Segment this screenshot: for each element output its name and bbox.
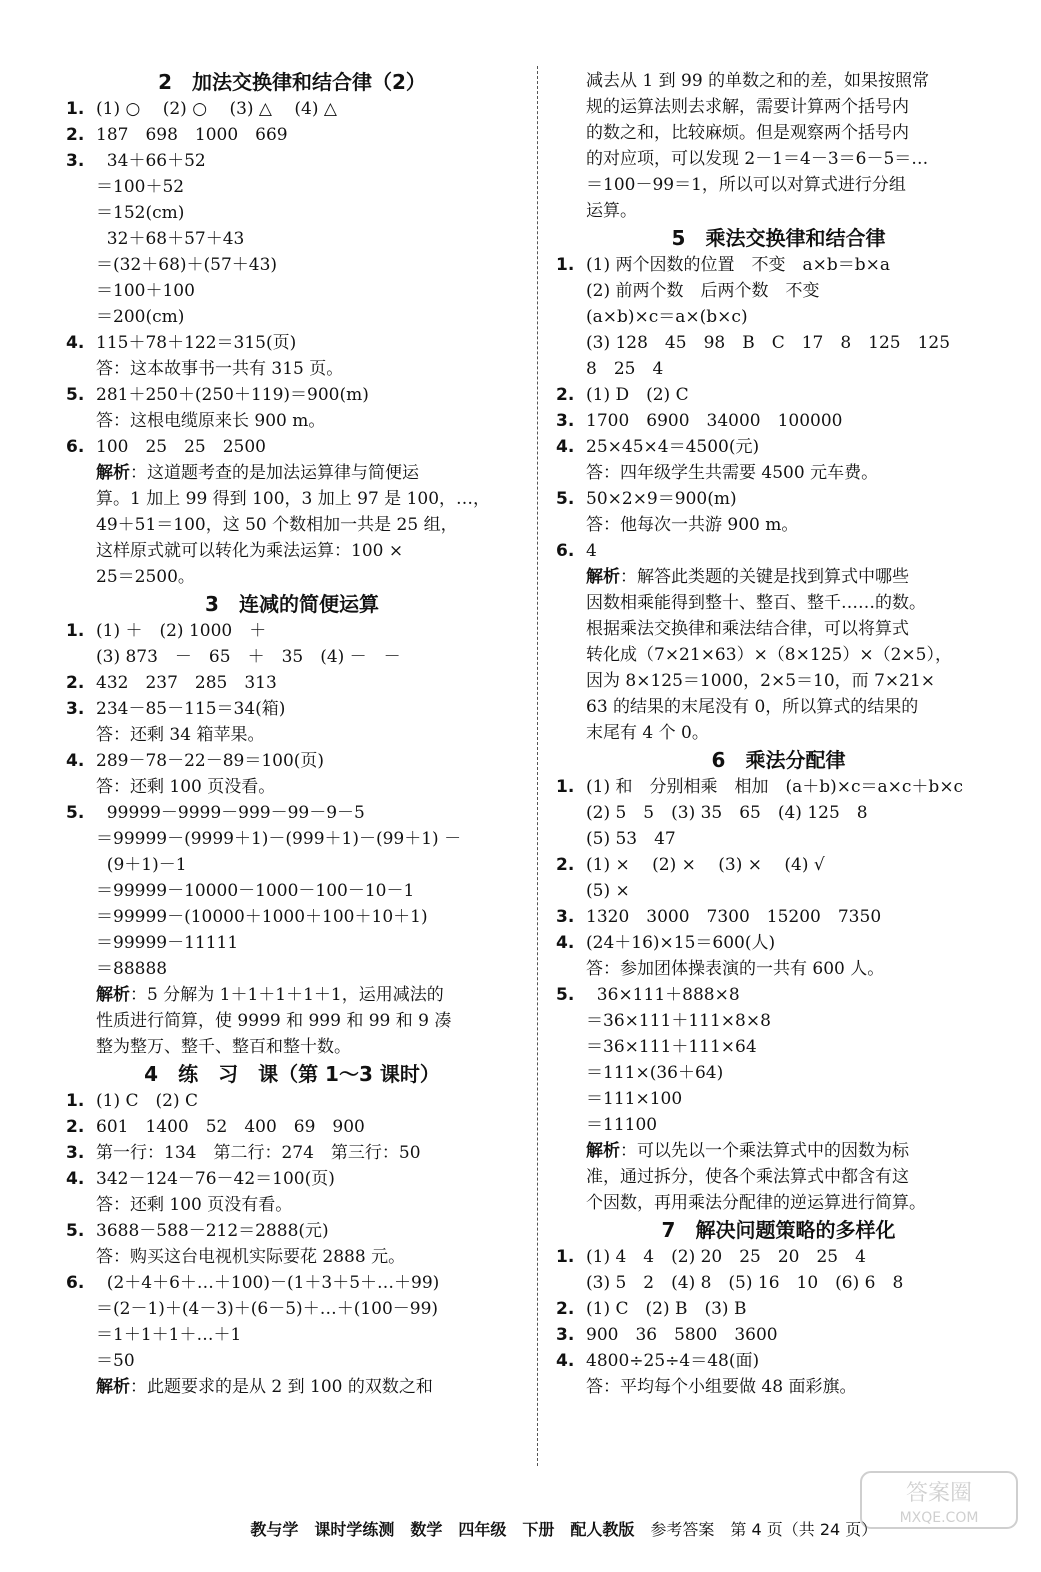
answer-line: ＝36×111＋111×8×8 bbox=[586, 1011, 771, 1031]
question-number: 2. bbox=[66, 125, 85, 145]
answer-line bbox=[556, 486, 1001, 512]
answer-line bbox=[66, 1166, 518, 1192]
answer-line: ＝152(cm) bbox=[96, 203, 185, 223]
answer-line bbox=[556, 982, 1001, 1008]
analysis-line bbox=[556, 564, 1001, 590]
answer-text: 4 bbox=[586, 541, 597, 561]
answer-line: ＝36×111＋111×64 bbox=[586, 1037, 757, 1057]
answer-line bbox=[556, 904, 1001, 930]
question-number: 2. bbox=[556, 855, 575, 875]
analysis-line bbox=[66, 1374, 518, 1400]
answer-line bbox=[66, 1270, 518, 1296]
answer-line: 转化成（7×21×63）×（8×125）×（2×5）， bbox=[586, 645, 952, 665]
answer-line: 根据乘法交换律和乘法结合律，可以将算式 bbox=[586, 619, 909, 639]
analysis-line bbox=[66, 982, 518, 1008]
answer-text: (1) 和 分别相乘 相加 (a＋b)×c＝a×c＋b×c bbox=[586, 777, 964, 797]
answer-line: 63 的结果的末尾没有 0，所以算式的结果的 bbox=[586, 697, 919, 717]
answer-line bbox=[556, 1348, 1001, 1374]
question-number: 2. bbox=[66, 1117, 85, 1137]
answer-line: 减去从 1 到 99 的单数之和的差，如果按照常 bbox=[586, 71, 930, 91]
answer-line: 末尾有 4 个 0。 bbox=[586, 723, 709, 743]
answer-line bbox=[556, 1244, 1001, 1270]
answer-line: 准，通过拆分，使各个乘法算式中都含有这 bbox=[586, 1167, 909, 1187]
answer-line: 这样原式就可以转化为乘法运算：100 × bbox=[96, 541, 404, 561]
answer-line: (a×b)×c＝a×(b×c) bbox=[586, 307, 748, 327]
answer-line: 因为 8×125＝1000，2×5＝10，而 7×21× bbox=[586, 671, 936, 691]
analysis-label: 解析 bbox=[586, 567, 620, 587]
answer-text: 4800÷25÷4＝48(面) bbox=[586, 1351, 760, 1371]
answer-text: (1) 两个因数的位置 不变 a×b＝b×a bbox=[586, 255, 891, 275]
analysis-text: ：可以先以一个乘法算式中的因数为标 bbox=[620, 1141, 909, 1161]
question-number: 4. bbox=[66, 1169, 85, 1189]
question-number: 1. bbox=[66, 99, 85, 119]
answer-text: 36×111＋888×8 bbox=[586, 985, 740, 1005]
answer-line: 答：这根电缆原来长 900 m。 bbox=[96, 411, 326, 431]
answer-line: 因数相乘能得到整十、整百、整千……的数。 bbox=[586, 593, 926, 613]
question-number: 4. bbox=[66, 751, 85, 771]
page-footer bbox=[230, 1488, 878, 1539]
answer-text: 第一行：134 第二行：274 第三行：50 bbox=[96, 1143, 421, 1163]
watermark-text: 答案圈 bbox=[905, 1481, 973, 1506]
answer-line: (3) 5 2 (4) 8 (5) 16 10 (6) 6 8 bbox=[586, 1273, 904, 1293]
answer-line bbox=[66, 434, 518, 460]
analysis-label: 解析 bbox=[586, 1141, 620, 1161]
section-title: 6 乘法分配律 bbox=[711, 748, 846, 772]
answer-text: 34＋66＋52 bbox=[96, 151, 206, 171]
analysis-line bbox=[66, 460, 518, 486]
answer-line: 的数之和，比较麻烦。但是观察两个括号内 bbox=[586, 123, 909, 143]
right-column bbox=[556, 68, 1001, 1400]
answer-text: 25×45×4＝4500(元) bbox=[586, 437, 760, 457]
answer-line bbox=[66, 1088, 518, 1114]
question-number: 4. bbox=[556, 933, 575, 953]
answer-line: 25＝2500。 bbox=[96, 567, 195, 587]
answer-line: 整为整万、整千、整百和整十数。 bbox=[96, 1037, 351, 1057]
answer-line: ＝99999－11111 bbox=[96, 933, 239, 953]
answer-line: ＝100－99＝1，所以可以对算式进行分组 bbox=[586, 175, 906, 195]
answer-line: (2) 前两个数 后两个数 不变 bbox=[586, 281, 820, 301]
answer-line bbox=[556, 774, 1001, 800]
answer-line: 答：四年级学生共需要 4500 元车费。 bbox=[586, 463, 879, 483]
answer-line: (9＋1)－1 bbox=[96, 855, 187, 875]
question-number: 6. bbox=[66, 1273, 85, 1293]
answer-line: ＝99999－10000－1000－100－10－1 bbox=[96, 881, 415, 901]
answer-text: (1) D (2) C bbox=[586, 385, 689, 405]
answer-line: 答：购买这台电视机实际要花 2888 元。 bbox=[96, 1247, 406, 1267]
answer-line: ＝100＋52 bbox=[96, 177, 185, 197]
answer-text: (1) C (2) B (3) B bbox=[586, 1299, 747, 1319]
section-title: 2 加法交换律和结合律（2） bbox=[158, 70, 426, 94]
answer-line bbox=[66, 382, 518, 408]
answer-text: 187 698 1000 669 bbox=[96, 125, 288, 145]
answer-text: (2＋4＋6＋…＋100)－(1＋3＋5＋…＋99) bbox=[96, 1273, 440, 1293]
answer-line: 答：平均每个小组要做 48 面彩旗。 bbox=[586, 1377, 857, 1397]
answer-text: 99999－9999－999－99－9－5 bbox=[96, 803, 365, 823]
question-number: 1. bbox=[66, 1091, 85, 1111]
question-number: 3. bbox=[66, 1143, 85, 1163]
answer-line: 运算。 bbox=[586, 201, 637, 221]
answer-text: 234－85－115＝34(箱) bbox=[96, 699, 286, 719]
answer-line bbox=[66, 618, 518, 644]
question-number: 1. bbox=[66, 621, 85, 641]
left-column bbox=[66, 68, 518, 1400]
answer-text: 50×2×9＝900(m) bbox=[586, 489, 737, 509]
analysis-label: 解析 bbox=[96, 1377, 130, 1397]
watermark-logo bbox=[859, 1470, 1019, 1530]
answer-line bbox=[556, 252, 1001, 278]
question-number: 5. bbox=[556, 985, 575, 1005]
question-number: 5. bbox=[66, 803, 85, 823]
answer-text: (1) C (2) C bbox=[96, 1091, 198, 1111]
answer-line: ＝11100 bbox=[586, 1115, 658, 1135]
answer-line: 个因数，再用乘法分配律的逆运算进行简算。 bbox=[586, 1193, 926, 1213]
question-number: 3. bbox=[556, 1325, 575, 1345]
answer-line bbox=[66, 122, 518, 148]
answer-line: ＝200(cm) bbox=[96, 307, 185, 327]
answer-text: 342－124－76－42＝100(页) bbox=[96, 1169, 335, 1189]
question-number: 5. bbox=[556, 489, 575, 509]
answer-line bbox=[556, 1296, 1001, 1322]
answer-line bbox=[556, 930, 1001, 956]
question-number: 2. bbox=[556, 1299, 575, 1319]
footer-answer-label: 参考答案 bbox=[650, 1520, 715, 1539]
question-number: 5. bbox=[66, 1221, 85, 1241]
answer-text: 601 1400 52 400 69 900 bbox=[96, 1117, 365, 1137]
question-number: 3. bbox=[66, 699, 85, 719]
answer-line: ＝50 bbox=[96, 1351, 135, 1371]
question-number: 6. bbox=[556, 541, 575, 561]
answer-line: ＝1＋1＋1＋…＋1 bbox=[96, 1325, 242, 1345]
answer-text: (1) 4 4 (2) 20 25 20 25 4 bbox=[586, 1247, 866, 1267]
answer-text: 900 36 5800 3600 bbox=[586, 1325, 778, 1345]
answer-line bbox=[66, 96, 518, 122]
footer-page-number: 第 4 页（共 24 页） bbox=[730, 1520, 878, 1539]
answer-line: (5) × bbox=[586, 881, 630, 901]
section-title: 5 乘法交换律和结合律 bbox=[671, 226, 886, 250]
answer-line bbox=[66, 800, 518, 826]
answer-line bbox=[66, 670, 518, 696]
answer-line: ＝99999－(9999＋1)－(999＋1)－(99＋1) － bbox=[96, 829, 462, 849]
analysis-text: ：这道题考查的是加法运算律与简便运 bbox=[130, 463, 419, 483]
question-number: 3. bbox=[66, 151, 85, 171]
analysis-text: ：解答此类题的关键是找到算式中哪些 bbox=[620, 567, 909, 587]
answer-line: ＝111×100 bbox=[586, 1089, 683, 1109]
answer-line bbox=[66, 1114, 518, 1140]
answer-line: 答：还剩 100 页没有看。 bbox=[96, 1195, 293, 1215]
answer-text: 1320 3000 7300 15200 7350 bbox=[586, 907, 882, 927]
question-number: 2. bbox=[556, 385, 575, 405]
answer-line: ＝111×(36＋64) bbox=[586, 1063, 724, 1083]
answer-line: ＝100＋100 bbox=[96, 281, 195, 301]
answer-line bbox=[66, 1218, 518, 1244]
question-number: 1. bbox=[556, 1247, 575, 1267]
question-number: 1. bbox=[556, 777, 575, 797]
question-number: 5. bbox=[66, 385, 85, 405]
section-title: 4 练 习 课（第 1～3 课时） bbox=[144, 1062, 440, 1086]
column-divider bbox=[537, 66, 538, 1466]
answer-line bbox=[556, 408, 1001, 434]
answer-text: 3688－588－212＝2888(元) bbox=[96, 1221, 329, 1241]
answer-text: (1) ＋ (2) 1000 ＋ bbox=[96, 621, 267, 641]
answer-text: (24＋16)×15＝600(人) bbox=[586, 933, 776, 953]
answer-line bbox=[66, 330, 518, 356]
analysis-text: ：此题要求的是从 2 到 100 的双数之和 bbox=[130, 1377, 433, 1397]
answer-line: ＝(2－1)＋(4－3)＋(6－5)＋…＋(100－99) bbox=[96, 1299, 439, 1319]
question-number: 3. bbox=[556, 411, 575, 431]
answer-line: (5) 53 47 bbox=[586, 829, 676, 849]
answer-line bbox=[556, 382, 1001, 408]
answer-line: ＝99999－(10000＋1000＋100＋10＋1) bbox=[96, 907, 428, 927]
analysis-label: 解析 bbox=[96, 463, 130, 483]
footer-brand: 教与学 课时学练测 数学 四年级 下册 配人教版 bbox=[250, 1520, 635, 1539]
answer-line: 49＋51＝100，这 50 个数相加一共是 25 组， bbox=[96, 515, 458, 535]
answer-line: (2) 5 5 (3) 35 65 (4) 125 8 bbox=[586, 803, 868, 823]
answer-text: 432 237 285 313 bbox=[96, 673, 277, 693]
question-number: 6. bbox=[66, 437, 85, 457]
answer-line bbox=[556, 538, 1001, 564]
answer-line bbox=[66, 148, 518, 174]
answer-line bbox=[66, 696, 518, 722]
answer-line: 32＋68＋57＋43 bbox=[96, 229, 245, 249]
answer-line bbox=[556, 852, 1001, 878]
answer-line bbox=[66, 748, 518, 774]
answer-line: 规的运算法则去求解，需要计算两个括号内 bbox=[586, 97, 909, 117]
question-number: 3. bbox=[556, 907, 575, 927]
answer-line bbox=[556, 434, 1001, 460]
answer-line: 的对应项，可以发现 2－1＝4－3＝6－5＝… bbox=[586, 149, 929, 169]
answer-line: 答：还剩 100 页没看。 bbox=[96, 777, 276, 797]
answer-line: (3) 873 － 65 ＋ 35 (4) － － bbox=[96, 647, 401, 667]
answer-line: ＝(32＋68)＋(57＋43) bbox=[96, 255, 278, 275]
answer-text: 115＋78＋122＝315(页) bbox=[96, 333, 297, 353]
answer-line bbox=[556, 1322, 1001, 1348]
question-number: 1. bbox=[556, 255, 575, 275]
question-number: 4. bbox=[556, 437, 575, 457]
answer-line: 答：参加团体操表演的一共有 600 人。 bbox=[586, 959, 885, 979]
answer-line: 答：这本故事书一共有 315 页。 bbox=[96, 359, 344, 379]
answer-text: 289－78－22－89＝100(页) bbox=[96, 751, 325, 771]
analysis-line bbox=[556, 1138, 1001, 1164]
answer-line: (3) 128 45 98 B C 17 8 125 125 bbox=[586, 333, 951, 353]
answer-line: 性质进行简算，使 9999 和 999 和 99 和 9 凑 bbox=[96, 1011, 452, 1031]
answer-line: 算。1 加上 99 得到 100，3 加上 97 是 100，…， bbox=[96, 489, 491, 509]
answer-text: (1) ○ (2) ○ (3) △ (4) △ bbox=[96, 99, 337, 119]
analysis-label: 解析 bbox=[96, 985, 130, 1005]
answer-line bbox=[66, 1140, 518, 1166]
answer-text: 281＋250＋(250＋119)＝900(m) bbox=[96, 385, 369, 405]
question-number: 4. bbox=[66, 333, 85, 353]
answer-line: 8 25 4 bbox=[586, 359, 664, 379]
answer-line: 答：他每次一共游 900 m。 bbox=[586, 515, 799, 535]
watermark-url: MXQE.COM bbox=[899, 1510, 979, 1526]
answer-line: 答：还剩 34 箱苹果。 bbox=[96, 725, 265, 745]
answer-line: ＝88888 bbox=[96, 959, 168, 979]
question-number: 4. bbox=[556, 1351, 575, 1371]
answer-text: 100 25 25 2500 bbox=[96, 437, 266, 457]
analysis-text: ：5 分解为 1＋1＋1＋1＋1，运用减法的 bbox=[130, 985, 444, 1005]
section-title: 3 连减的简便运算 bbox=[205, 592, 379, 616]
section-title: 7 解决问题策略的多样化 bbox=[661, 1218, 896, 1242]
answer-text: 1700 6900 34000 100000 bbox=[586, 411, 843, 431]
answer-text: (1) × (2) × (3) × (4) √ bbox=[586, 855, 825, 875]
question-number: 2. bbox=[66, 673, 85, 693]
